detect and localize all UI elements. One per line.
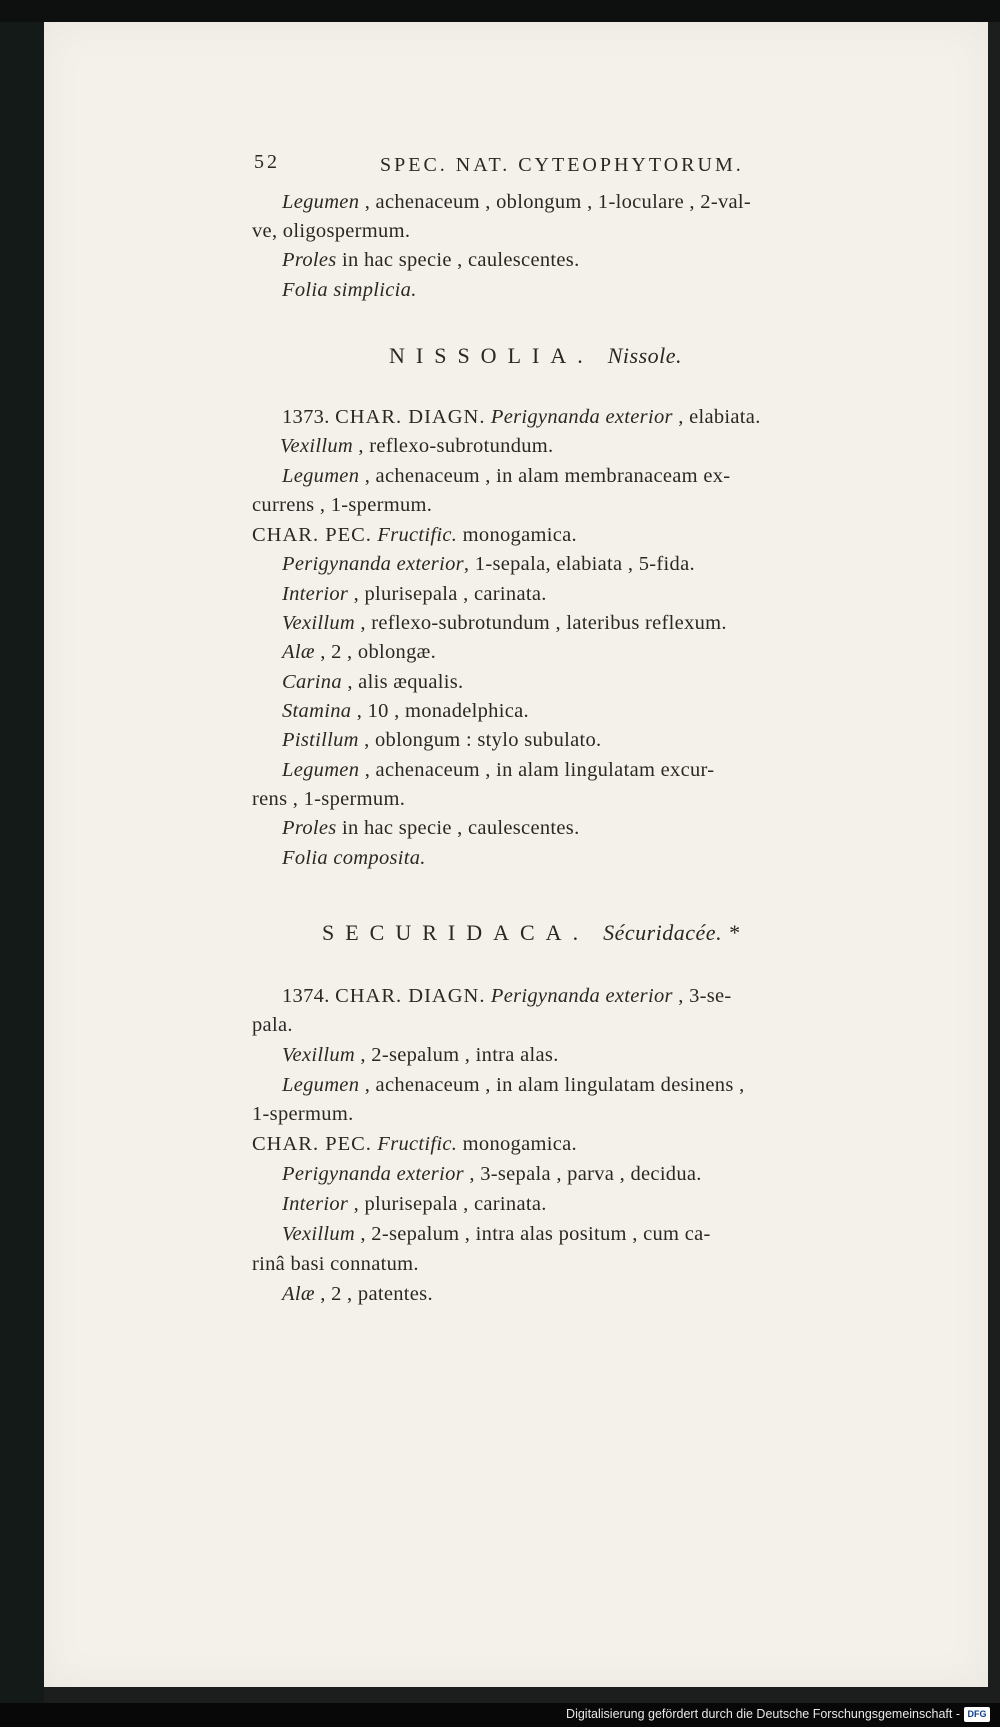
diag-line-3 (282, 1075, 745, 1096)
genus-heading-securidaca (322, 922, 740, 945)
pec-item-2 (282, 1194, 547, 1215)
dfg-logo: DFG (964, 1707, 990, 1722)
pec-item-8 (282, 760, 714, 781)
term: Legumen (282, 465, 360, 487)
pec-item-4 (282, 642, 436, 663)
text: , plurisepala , carinata. (348, 1193, 547, 1215)
text: monogamica. (457, 1133, 577, 1155)
text: , 3-se- (672, 985, 732, 1007)
pec-line (252, 1134, 577, 1155)
species-number: 1373. (282, 406, 330, 428)
term: Vexillum (282, 1223, 355, 1245)
intro-line-3 (282, 250, 580, 271)
diag-line-3 (282, 466, 730, 487)
text: , achenaceum , in alam lingulatam desinens , (359, 1074, 745, 1096)
pec-item-6 (282, 701, 529, 722)
text: , 2 , patentes. (314, 1283, 433, 1305)
text: , achenaceum , in alam lingulatam excur- (359, 759, 715, 781)
pec-item-1 (282, 1164, 702, 1185)
page-number: 52 (254, 151, 280, 173)
pec-item-11: Folia composita. (282, 847, 426, 869)
pec-item-5 (282, 1284, 433, 1305)
text: , elabiata. (672, 406, 761, 428)
pec-item-2 (282, 584, 547, 605)
text: monogamica. (457, 524, 577, 546)
term: Legumen (282, 191, 360, 213)
genus-heading-nissolia (389, 345, 682, 368)
text: in hac specie , caulescentes. (336, 817, 580, 839)
genus-name: SECURIDACA. (322, 920, 590, 945)
term: Vexillum (282, 612, 355, 634)
term: Proles (282, 817, 337, 839)
diag-line-2 (282, 1045, 559, 1066)
text: , achenaceum , in alam membranaceam ex- (359, 465, 731, 487)
page-text (44, 22, 988, 1687)
text: , reflexo-subrotundum , lateribus reflexum. (355, 612, 727, 634)
diag-line-2 (280, 436, 553, 457)
pec-item-3 (282, 613, 727, 634)
term: Alæ (282, 1283, 315, 1305)
pec-item-4: rinâ basi connatum. (252, 1253, 419, 1275)
diag-line-4: currens , 1-spermum. (252, 494, 433, 516)
term: Perigynanda exterior (490, 406, 673, 428)
term: Fructific. (377, 1133, 458, 1155)
text: , reflexo-subrotundum. (353, 435, 554, 457)
diag-line-1 (282, 407, 761, 428)
term: Vexillum (280, 435, 353, 457)
funding-credit: Digitalisierung gefördert durch die Deutsche Forschungsgemeinschaft - (566, 1707, 960, 1721)
pec-label: CHAR. PEC. (252, 1133, 372, 1155)
scan-border-left (0, 0, 44, 1727)
term: Carina (282, 671, 342, 693)
term: Pistillum (282, 729, 359, 751)
text: , 3-sepala , parva , decidua. (463, 1163, 702, 1185)
text: , oblongum : stylo subulato. (358, 729, 602, 751)
pec-item-3 (282, 1224, 711, 1245)
text: , plurisepala , carinata. (348, 583, 547, 605)
genus-french-name: Nissole. (607, 343, 683, 368)
term: Interior (282, 583, 349, 605)
term: Legumen (282, 1074, 360, 1096)
intro-line-1 (282, 192, 751, 213)
pec-label: CHAR. PEC. (252, 524, 372, 546)
diag-line-1 (282, 986, 732, 1007)
diag-label: CHAR. DIAGN. (335, 985, 486, 1007)
term: Perigynanda exterior (282, 553, 464, 575)
term: Proles (282, 249, 337, 271)
book-page (44, 22, 988, 1687)
diag-line-4: 1-spermum. (252, 1103, 354, 1125)
running-title: SPEC. NAT. CYTEOPHYTORUM. (380, 154, 744, 176)
text: , 2 , oblongæ. (314, 641, 437, 663)
text: , 2-sepalum , intra alas. (355, 1044, 559, 1066)
text: , 2-sepalum , intra alas positum , cum ca- (355, 1223, 711, 1245)
text: , alis æqualis. (341, 671, 464, 693)
pec-item-7 (282, 730, 601, 751)
genus-name: NISSOLIA. (389, 343, 594, 368)
text: , 1-sepala, elabiata , 5-fida. (463, 553, 695, 575)
pec-line (252, 525, 577, 546)
term: Perigynanda exterior (490, 985, 673, 1007)
pec-item-9: rens , 1-spermum. (252, 788, 406, 810)
pec-item-5 (282, 672, 463, 693)
diag-label: CHAR. DIAGN. (335, 406, 486, 428)
pec-item-1 (282, 554, 695, 575)
text: , 10 , monadelphica. (351, 700, 529, 722)
pec-item-10 (282, 818, 580, 839)
text: in hac specie , caulescentes. (336, 249, 580, 271)
term: Fructific. (377, 524, 458, 546)
intro-line-2: ve, oligospermum. (252, 220, 411, 242)
term: Perigynanda exterior (282, 1163, 464, 1185)
intro-line-4: Folia simplicia. (282, 279, 417, 301)
term: Interior (282, 1193, 349, 1215)
text: , achenaceum , oblongum , 1-loculare , 2-val- (359, 191, 752, 213)
scan-border-top (0, 0, 1000, 22)
genus-french-name: Sécuridacée. * (603, 920, 740, 945)
species-number: 1374. (282, 985, 330, 1007)
digitization-footer (0, 1703, 1000, 1727)
term: Legumen (282, 759, 360, 781)
term: Alæ (282, 641, 315, 663)
term: Stamina (282, 700, 352, 722)
term: Vexillum (282, 1044, 355, 1066)
diag-line-1b: pala. (252, 1014, 293, 1036)
